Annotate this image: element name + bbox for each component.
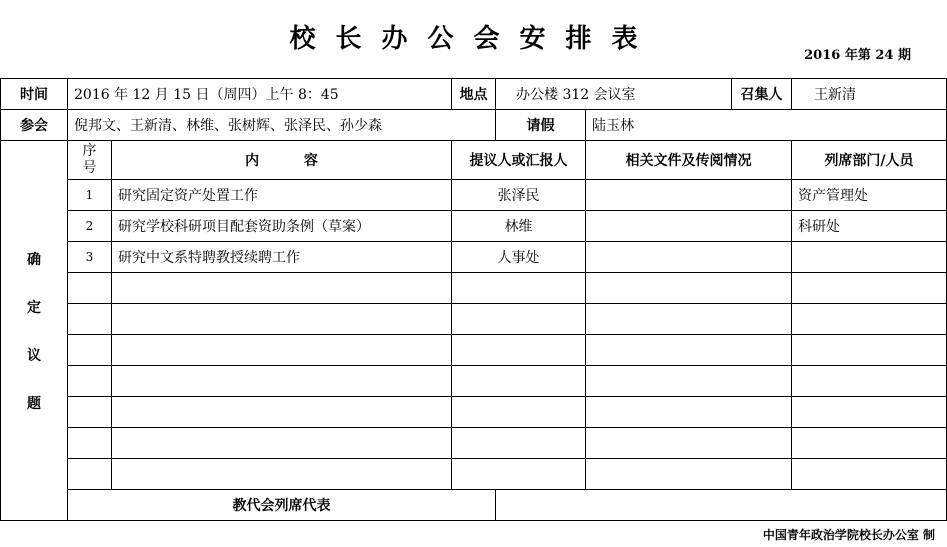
table-row xyxy=(1,242,947,273)
leave-value: 陆玉林 xyxy=(586,110,947,141)
time-value: 2016 年 12 月 15 日（周四）上午 8：45 xyxy=(68,79,452,110)
agenda-section-label: 确 定 议 题 xyxy=(1,141,68,521)
item-no: 1 xyxy=(68,180,112,211)
time-label: 时间 xyxy=(1,79,68,110)
leave-label: 请假 xyxy=(496,110,586,141)
item-proposer: 张泽民 xyxy=(452,180,586,211)
attendees-value: 倪邦文、王新清、林维、张树辉、张泽民、孙少森 xyxy=(68,110,496,141)
schedule-table xyxy=(0,78,947,521)
empty-row xyxy=(1,273,947,304)
attendees-label: 参会 xyxy=(1,110,68,141)
empty-row xyxy=(1,335,947,366)
table-row xyxy=(1,180,947,211)
item-proposer: 林维 xyxy=(452,211,586,242)
staff-rep-label: 教代会列席代表 xyxy=(68,490,496,521)
footer-maker: 中国青年政治学院校长办公室 制 xyxy=(762,528,935,542)
issue-number: 2016 年第 24 期 xyxy=(804,48,911,63)
convener-label: 召集人 xyxy=(732,79,792,110)
empty-row xyxy=(1,366,947,397)
empty-row xyxy=(1,304,947,335)
attendees-row xyxy=(1,110,947,141)
item-content: 研究中文系特聘教授续聘工作 xyxy=(112,242,452,273)
convener-value: 王新清 xyxy=(792,79,947,110)
table-row xyxy=(1,211,947,242)
place-label: 地点 xyxy=(452,79,496,110)
item-content: 研究固定资产处置工作 xyxy=(112,180,452,211)
empty-row xyxy=(1,459,947,490)
empty-row xyxy=(1,397,947,428)
content-header: 内 容 xyxy=(112,141,452,180)
item-content: 研究学校科研项目配套资助条例（草案） xyxy=(112,211,452,242)
proposer-header: 提议人或汇报人 xyxy=(452,141,586,180)
page-title: 校长办公会安排表 xyxy=(289,24,658,54)
empty-row xyxy=(1,428,947,459)
item-dept: 科研处 xyxy=(792,211,947,242)
item-dept: 资产管理处 xyxy=(792,180,947,211)
item-proposer: 人事处 xyxy=(452,242,586,273)
seq-header: 序 号 xyxy=(68,141,112,180)
staff-rep-row xyxy=(1,490,947,521)
item-no: 3 xyxy=(68,242,112,273)
item-docs xyxy=(586,180,792,211)
item-docs xyxy=(586,242,792,273)
item-dept xyxy=(792,242,947,273)
item-no: 2 xyxy=(68,211,112,242)
agenda-header-row xyxy=(1,141,947,180)
dept-header: 列席部门/人员 xyxy=(792,141,947,180)
staff-rep-value xyxy=(496,490,947,521)
place-value: 办公楼 312 会议室 xyxy=(496,79,732,110)
docs-header: 相关文件及传阅情况 xyxy=(586,141,792,180)
item-docs xyxy=(586,211,792,242)
time-row xyxy=(1,79,947,110)
